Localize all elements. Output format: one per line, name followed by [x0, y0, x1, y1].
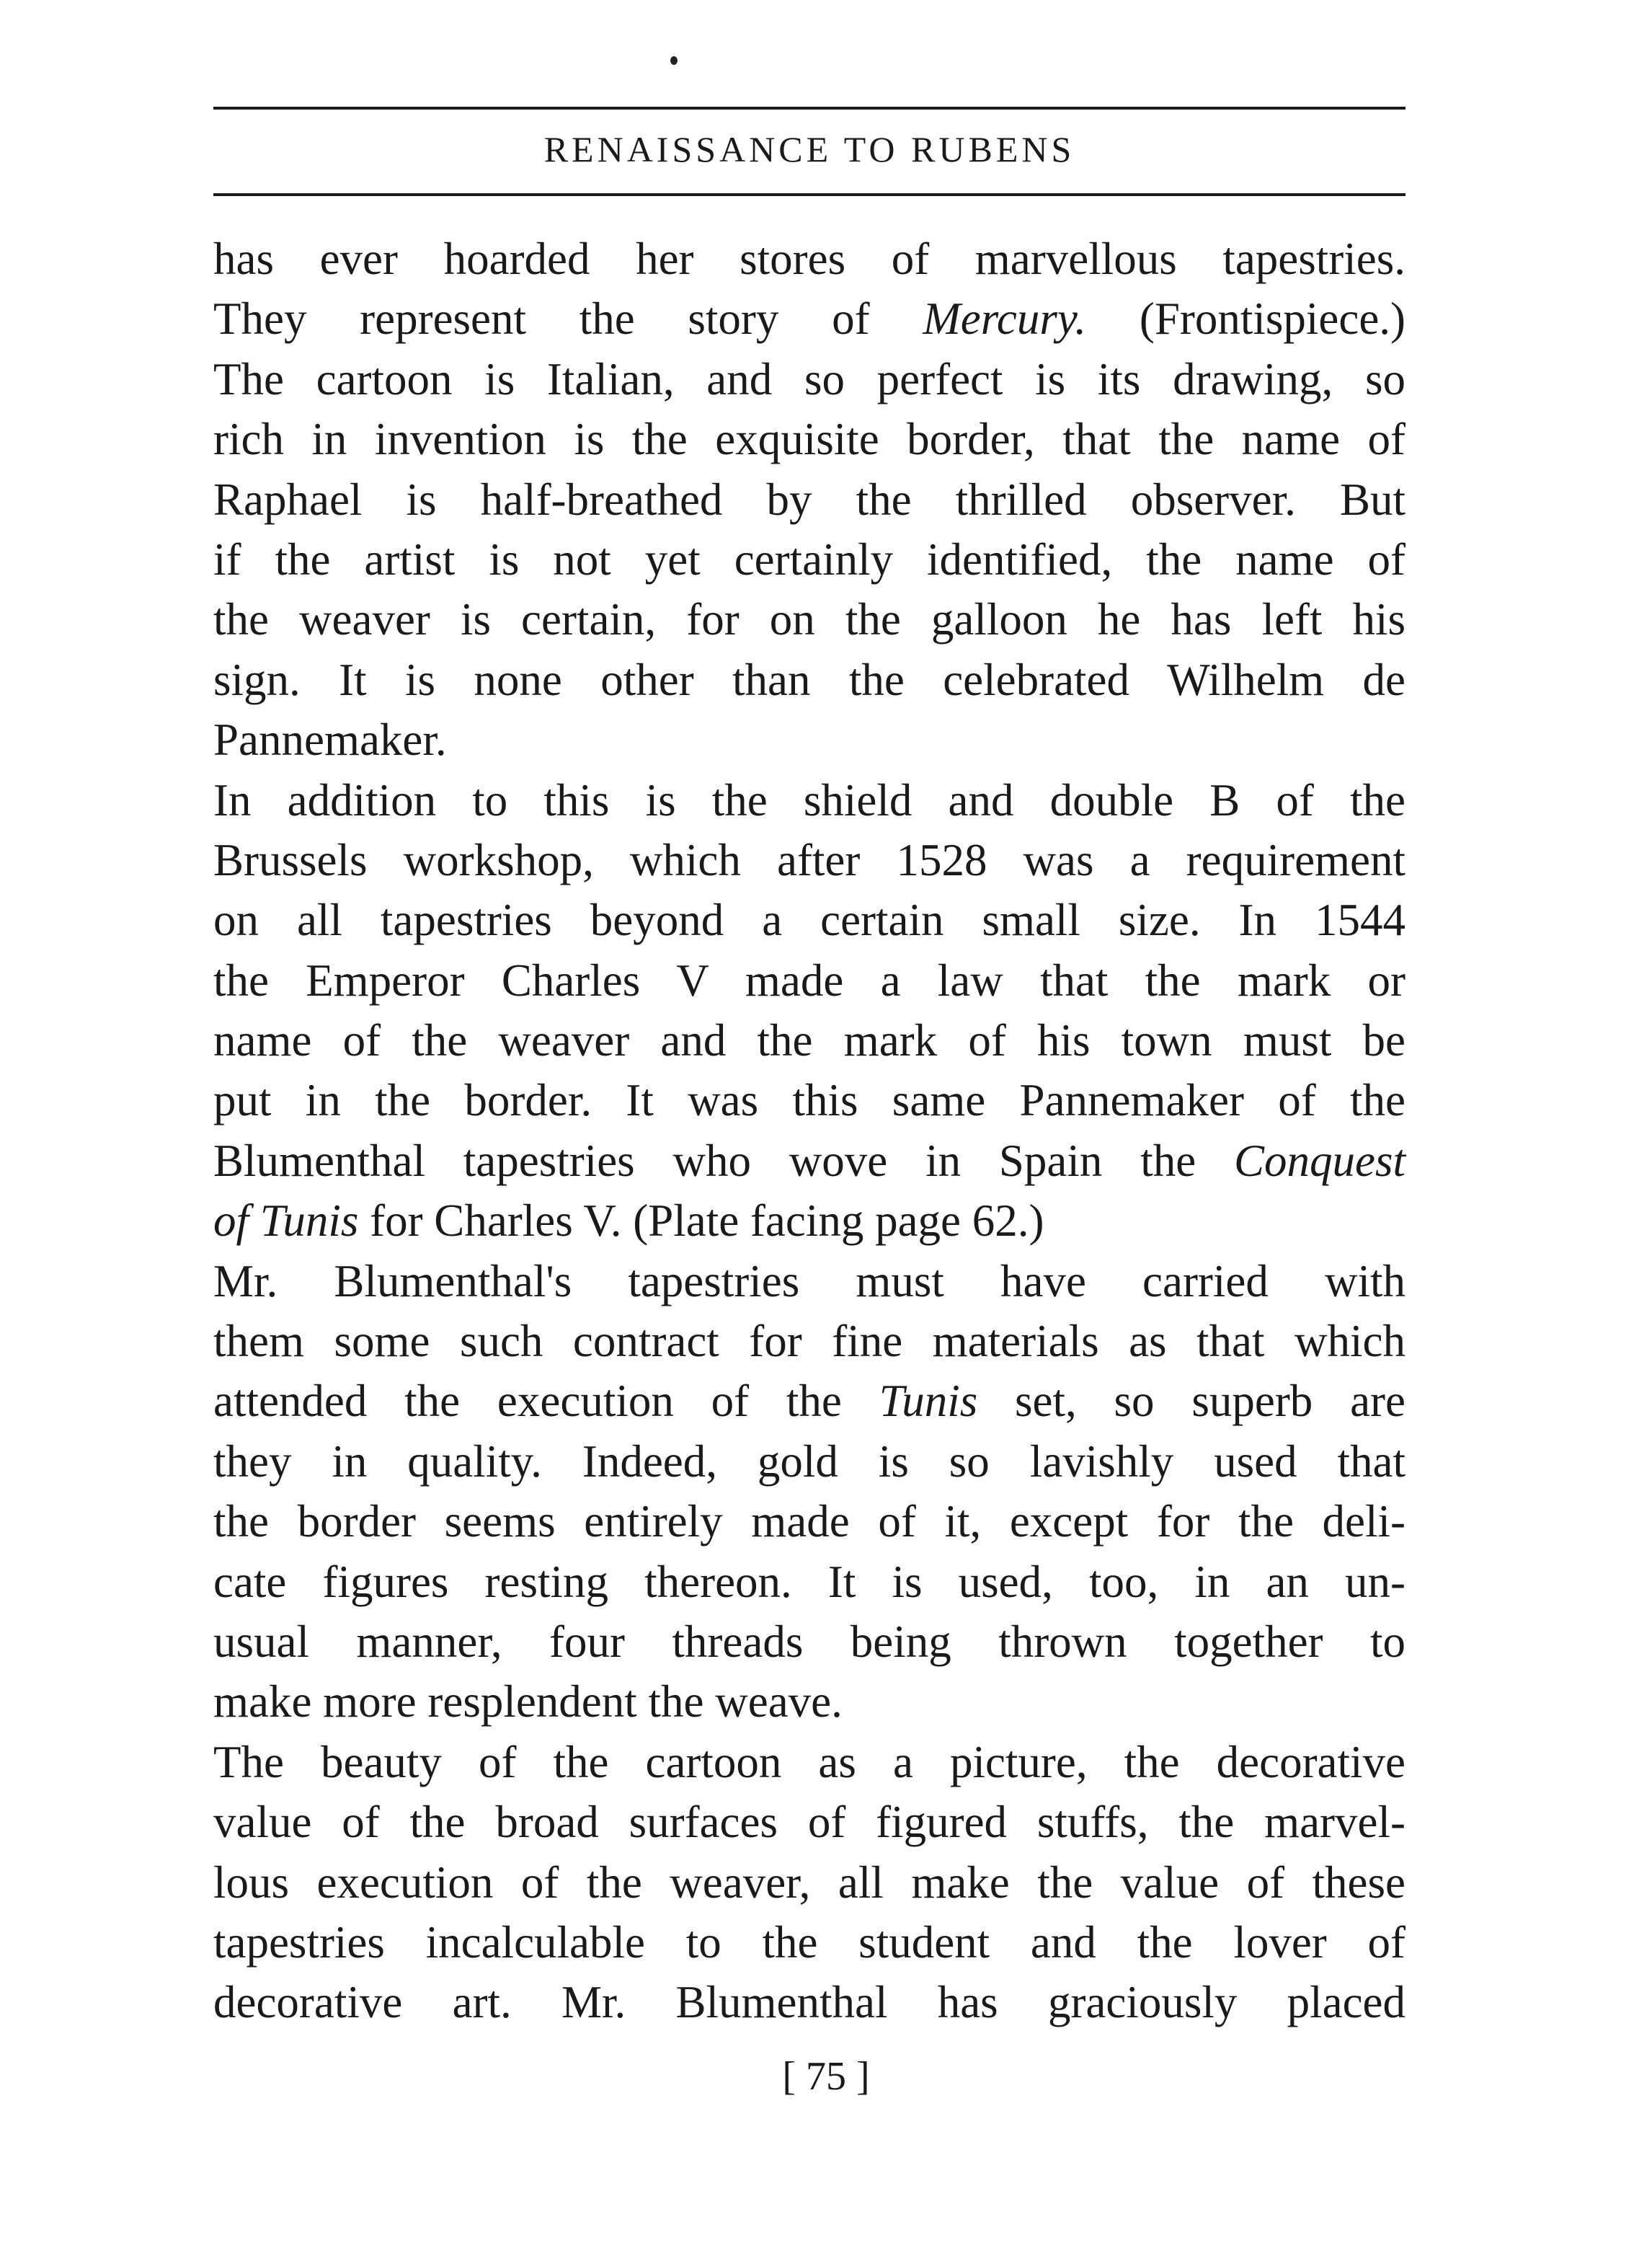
header-rule-bottom: [213, 193, 1405, 196]
text-segment: the border seems entirely made of it, except for the deli-: [213, 1496, 1405, 1547]
text-segment: they in quality. Indeed, gold is so lavishly used that: [213, 1435, 1405, 1487]
text-line: [213, 1853, 1405, 1913]
text-segment: Brussels workshop, which after 1528 was a requirement: [213, 834, 1405, 885]
text-segment: set, so superb are: [977, 1376, 1405, 1427]
text-segment: has ever hoarded her stores of marvellous tapestries.: [213, 234, 1405, 284]
text-segment: on all tapestries beyond a certain small size. In 1544: [213, 895, 1405, 946]
text-segment: rich in invention is the exquisite border, that the name of: [213, 414, 1405, 465]
text-line: [213, 1071, 1405, 1130]
text-line: [213, 410, 1405, 469]
text-line: [213, 1733, 1405, 1792]
text-line: [213, 831, 1405, 890]
text-line: [213, 771, 1405, 831]
text-segment: tapestries incalculable to the student and the lover of: [213, 1916, 1405, 1968]
text-segment: Mr. Blumenthal's tapestries must have carried with: [213, 1255, 1405, 1306]
text-segment: sign. It is none other than the celebrated Wilhelm de: [213, 654, 1405, 705]
text-line: [213, 710, 1405, 770]
text-line: [213, 650, 1405, 710]
text-segment: for Charles V. (Plate facing page 62.): [358, 1195, 1044, 1247]
text-segment: The beauty of the cartoon as a picture, the decorative: [213, 1736, 1405, 1787]
text-line: [213, 890, 1405, 950]
text-segment: the Emperor Charles V made a law that the mark or: [213, 955, 1405, 1006]
text-segment: (Frontispiece.): [1086, 293, 1406, 345]
text-segment: name of the weaver and the mark of his town must be: [213, 1015, 1405, 1066]
text-line: [213, 1492, 1405, 1552]
text-line: [213, 530, 1405, 590]
body-text: [213, 229, 1405, 2033]
text-segment: make more resplendent the weave.: [213, 1676, 843, 1727]
text-line: [213, 951, 1405, 1011]
text-line: [213, 1913, 1405, 1973]
text-line: [213, 470, 1405, 530]
text-line: [213, 1371, 1405, 1431]
text-line: [213, 1792, 1405, 1852]
text-line: [213, 1131, 1405, 1191]
text-segment: usual manner, four threads being thrown together to: [213, 1616, 1405, 1667]
text-segment: put in the border. It was this same Pannemaker of the: [213, 1075, 1405, 1126]
text-segment: Raphael is half-breathed by the thrilled observer. But: [213, 474, 1405, 525]
italic-text: Conquest: [1233, 1135, 1405, 1186]
text-segment: attended the execution of the: [213, 1376, 879, 1427]
header-rule-top: [213, 107, 1405, 110]
text-line: [213, 1252, 1405, 1311]
text-segment: cate figures resting thereon. It is used, too, in an un-: [213, 1556, 1405, 1607]
text-line: [213, 1612, 1405, 1672]
text-segment: value of the broad surfaces of figured stuffs, the marvel-: [213, 1797, 1405, 1848]
text-line: [213, 590, 1405, 650]
text-line: [213, 1191, 1405, 1251]
text-line: [213, 1432, 1405, 1492]
text-segment: Pannemaker.: [213, 714, 447, 766]
text-segment: decorative art. Mr. Blumenthal has graciously placed: [213, 1977, 1405, 2028]
italic-text: of Tunis: [213, 1195, 359, 1247]
text-line: [213, 350, 1405, 410]
page-number: [ 75 ]: [782, 2054, 870, 2099]
text-line: [213, 1011, 1405, 1071]
running-title: RENAISSANCE TO RUBENS: [543, 129, 1075, 169]
text-line: [213, 1672, 1405, 1732]
text-segment: the weaver is certain, for on the galloon he has left his: [213, 594, 1405, 645]
printer-mark-dot: [670, 56, 678, 65]
italic-text: Mercury.: [923, 293, 1087, 345]
text-line: [213, 229, 1405, 289]
text-line: [213, 1311, 1405, 1371]
text-line: [213, 289, 1405, 349]
italic-text: Tunis: [879, 1376, 978, 1427]
text-segment: The cartoon is Italian, and so perfect is its drawing, so: [213, 353, 1405, 404]
text-segment: In addition to this is the shield and double B of the: [213, 774, 1405, 826]
text-segment: lous execution of the weaver, all make the value of these: [213, 1857, 1405, 1908]
text-segment: if the artist is not yet certainly identified, the name of: [213, 534, 1405, 585]
text-segment: They represent the story of: [213, 293, 923, 345]
text-segment: them some such contract for fine materials as that which: [213, 1316, 1405, 1367]
text-line: [213, 1973, 1405, 2032]
text-segment: Blumenthal tapestries who wove in Spain the: [213, 1135, 1234, 1186]
text-line: [213, 1552, 1405, 1612]
